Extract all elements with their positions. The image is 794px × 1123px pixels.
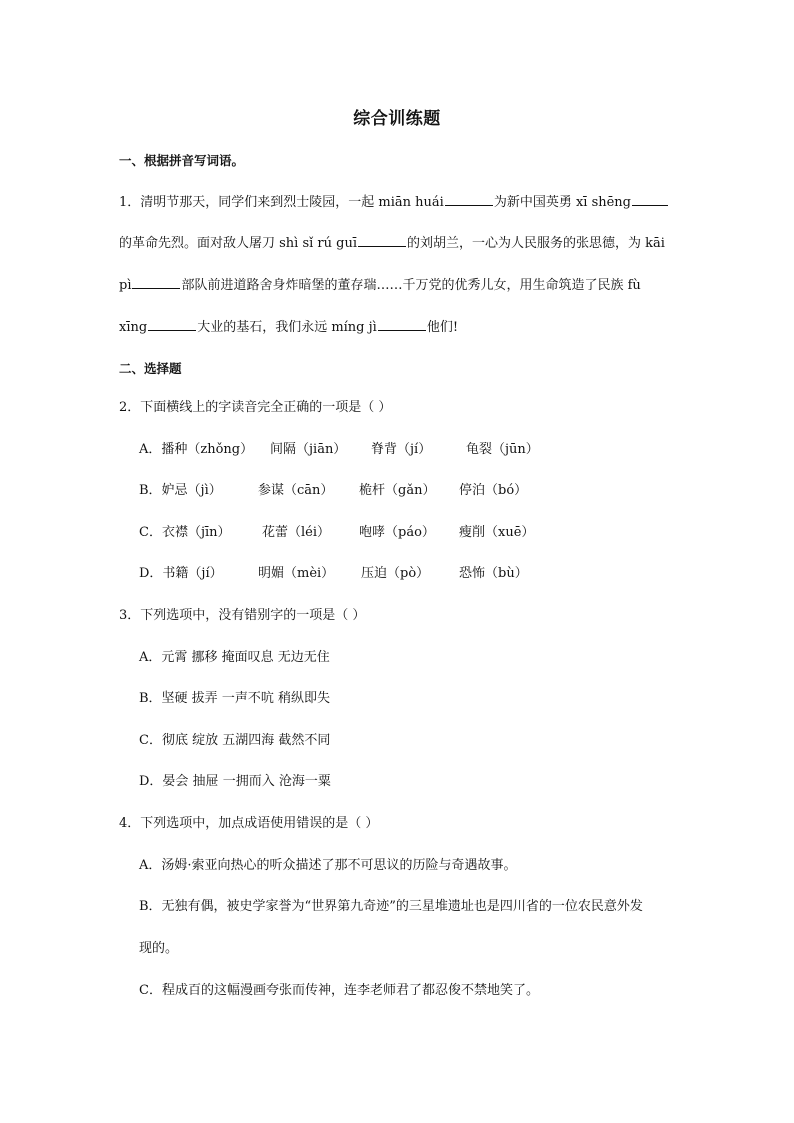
q2-option-c-1: C．衣襟（jīn） — [139, 525, 231, 540]
q1-text: pì — [119, 278, 132, 293]
q1-text: 大业的基石，我们永远 míng jì — [197, 320, 377, 335]
question-1-line-2 — [119, 232, 679, 254]
section-heading-1: 一、根据拼音写词语。 — [119, 153, 245, 168]
question-2-stem: 2．下面横线上的字读音完全正确的一项是（ ） — [119, 400, 392, 415]
question-3-stem: 3．下列选项中，没有错别字的一项是（ ） — [119, 608, 366, 623]
q2-option-a-1: A．播种（zhǒng） — [139, 442, 254, 457]
q3-option-c: C．彻底 绽放 五湖四海 截然不同 — [139, 733, 331, 748]
q4-option-b-line-1: B．无独有偶，被史学家誉为“世界第九奇迹”的三星堆遗址也是四川省的一位农民意外发 — [139, 899, 643, 914]
q2-option-a-2: 间隔（jiān） — [270, 442, 347, 457]
q1-text: 的革命先烈。面对敌人屠刀 shì sǐ rú guī — [119, 236, 357, 251]
section-heading-2: 二、选择题 — [119, 361, 182, 376]
q4-option-c: C．程成百的这幅漫画夸张而传神，连李老师君了都忍俊不禁地笑了。 — [139, 983, 539, 998]
q2-option-d-3: 压迫（pò） — [361, 566, 430, 581]
q1-text: 为新中国英勇 xī shēng — [493, 195, 631, 210]
q1-text: 的刘胡兰，一心为人民服务的张思德，为 kāi — [407, 236, 665, 251]
q3-option-b: B．坚硬 拔弄 一声不吭 稍纵即失 — [139, 691, 330, 706]
q2-option-b-1: B．妒忌（jì） — [139, 483, 222, 498]
answer-blank[interactable] — [358, 232, 406, 247]
q2-option-a-4: 龟裂（jūn） — [466, 442, 539, 457]
answer-blank[interactable] — [132, 274, 180, 289]
q2-option-d-4: 恐怖（bù） — [459, 566, 528, 581]
page-title: 综合训练题 — [353, 109, 441, 129]
q2-option-d-1: D．书籍（jí） — [139, 566, 223, 581]
q1-text: xīng — [119, 320, 148, 335]
q2-option-b-4: 停泊（bó） — [459, 483, 528, 498]
q2-option-c-3: 咆哮（páo） — [359, 525, 435, 540]
answer-blank[interactable] — [378, 316, 426, 331]
question-1-line-3 — [119, 274, 679, 296]
q2-option-c-2: 花蕾（léi） — [262, 525, 331, 540]
q4-option-b-line-2: 现的。 — [139, 941, 179, 956]
question-4-stem: 4．下列选项中，加点成语使用错误的是（ ） — [119, 816, 379, 831]
q2-option-a-3: 脊背（jí） — [371, 442, 432, 457]
answer-blank[interactable] — [148, 316, 196, 331]
answer-blank[interactable] — [445, 191, 493, 206]
q2-option-b-2: 参谋（cān） — [258, 483, 334, 498]
q2-option-b-3: 桅杆（gǎn） — [359, 483, 436, 498]
q4-option-a: A．汤姆·索亚向热心的听众描述了那不可思议的历险与奇遇故事。 — [139, 858, 517, 873]
q2-option-c-4: 瘦削（xuē） — [459, 525, 535, 540]
answer-blank[interactable] — [632, 191, 668, 206]
q3-option-a: A．元霄 挪移 掩面叹息 无边无住 — [139, 650, 330, 665]
q2-option-d-2: 明媚（mèi） — [258, 566, 335, 581]
question-1-line-1 — [119, 191, 679, 213]
q1-text: 1．清明节那天，同学们来到烈士陵园，一起 miān huái — [119, 195, 444, 210]
q1-text: 他们! — [426, 320, 459, 335]
question-1-line-4 — [119, 316, 679, 338]
q1-text: 部队前进道路舍身炸暗堡的董存瑞……千万党的优秀儿女，用生命筑造了民族 fù — [181, 278, 641, 293]
q3-option-d: D．晏会 抽屉 一拥而入 沧海一粟 — [139, 774, 331, 789]
